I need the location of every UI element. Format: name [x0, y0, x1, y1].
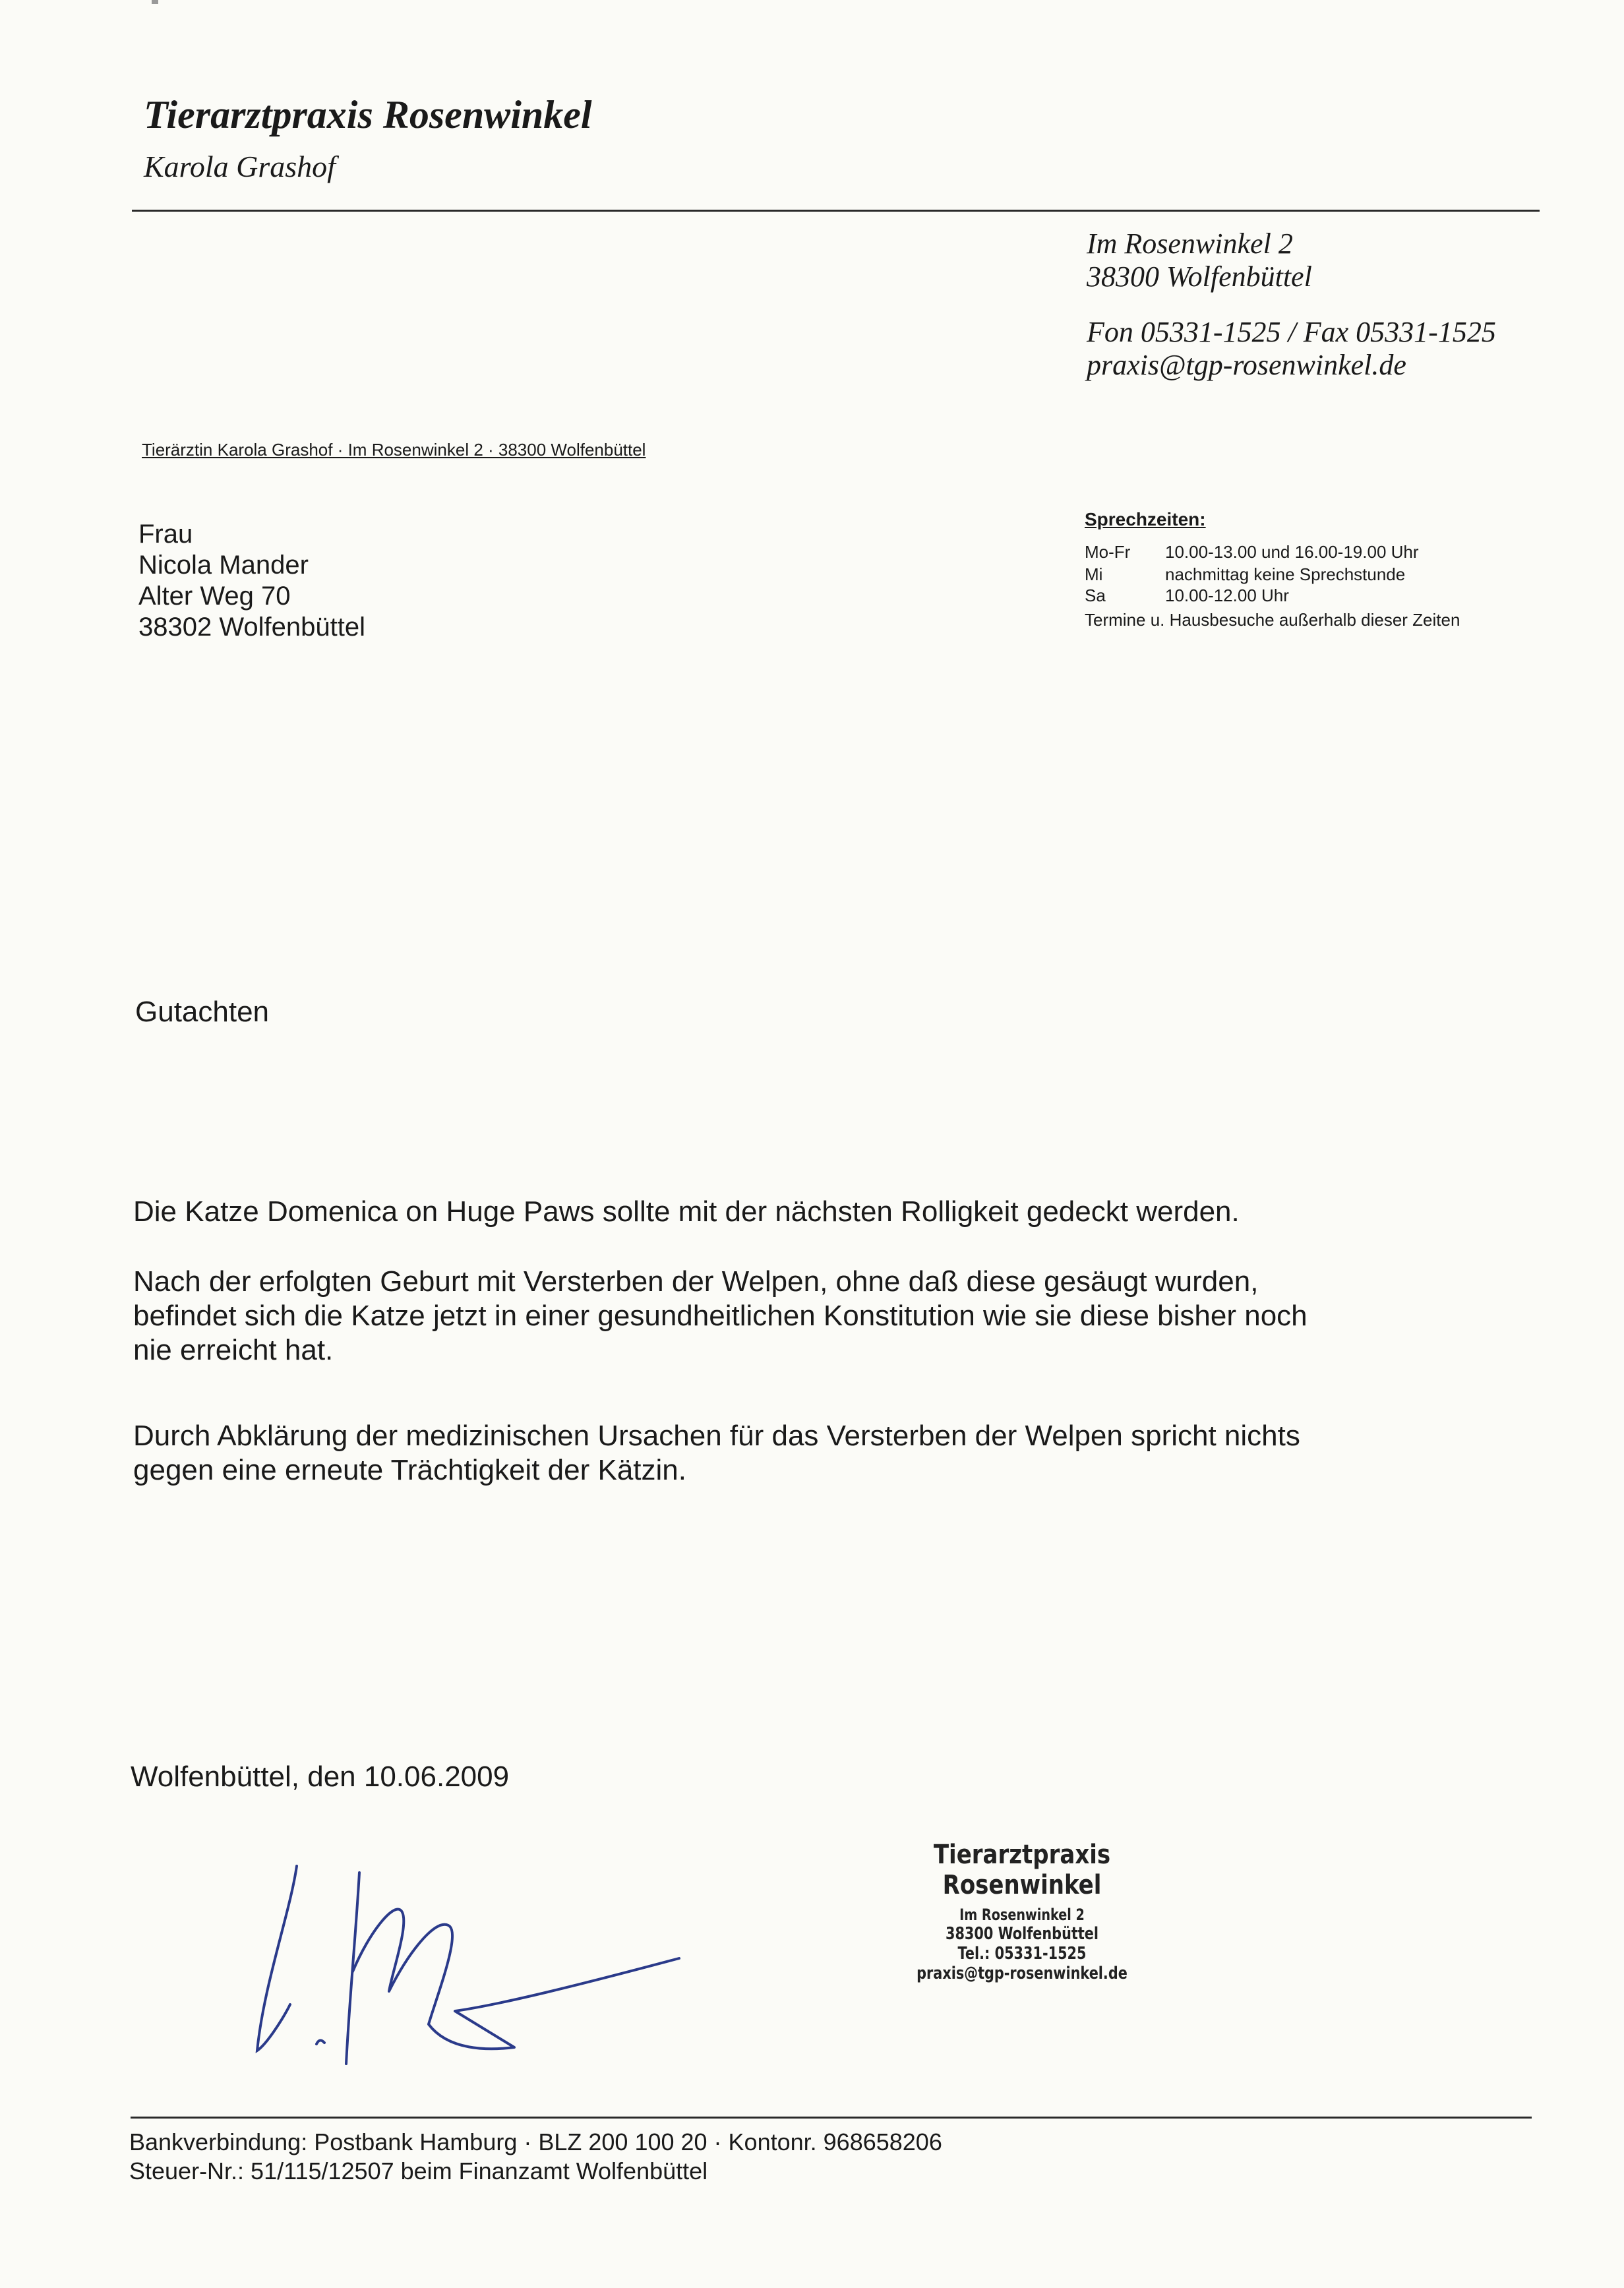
body-line: Die Katze Domenica on Huge Paws sollte mit der nächsten Rolligkeit gedeckt werden. — [133, 1195, 1240, 1228]
recipient-city: 38302 Wolfenbüttel — [138, 613, 365, 642]
recipient-salutation: Frau — [138, 520, 193, 549]
doctor-name: Karola Grashof — [144, 150, 336, 183]
office-hours-time: 10.00-13.00 und 16.00-19.00 Uhr — [1165, 542, 1419, 562]
header-rule — [132, 210, 1540, 212]
body-line: Durch Abklärung der medizinischen Ursachen für das Versterben der Welpen spricht nichts — [133, 1420, 1300, 1452]
recipient-street: Alter Weg 70 — [138, 582, 291, 611]
office-hours-row — [1085, 564, 1405, 585]
body-paragraph-3 — [133, 1419, 1300, 1488]
letter-subject: Gutachten — [135, 996, 270, 1028]
office-hours-day: Mo-Fr — [1085, 542, 1131, 562]
body-line: befindet sich die Katze jetzt in einer gesundheitlichen Konstitution wie sie diese bisher noch — [133, 1300, 1308, 1332]
scan-mark — [152, 0, 158, 4]
contact-email: praxis@tgp-rosenwinkel.de — [1087, 349, 1406, 381]
office-hours-day: Mi — [1085, 564, 1103, 584]
body-line: Nach der erfolgten Geburt mit Versterben der Welpen, ohne daß diese gesäugt wurden, — [133, 1265, 1259, 1298]
footer-rule — [131, 2117, 1532, 2119]
contact-street: Im Rosenwinkel 2 — [1087, 227, 1293, 260]
office-hours-time: nachmittag keine Sprechstunde — [1165, 564, 1406, 584]
stamp-email: praxis@tgp-rosenwinkel.de — [917, 1964, 1128, 1983]
body-paragraph-2 — [133, 1265, 1308, 1368]
body-line: nie erreicht hat. — [133, 1334, 334, 1366]
stamp-phone: Tel.: 05331-1525 — [957, 1944, 1087, 1964]
footer-tax: Steuer-Nr.: 51/115/12507 beim Finanzamt Wolfenbüttel — [129, 2157, 708, 2184]
office-hours-time: 10.00-12.00 Uhr — [1165, 586, 1289, 605]
place-date: Wolfenbüttel, den 10.06.2009 — [131, 1761, 510, 1793]
sender-return-line: Tierärztin Karola Grashof · Im Rosenwinkel 2 · 38300 Wolfenbüttel — [142, 440, 646, 460]
office-hours-title: Sprechzeiten: — [1085, 509, 1206, 529]
office-hours-day: Sa — [1085, 586, 1106, 605]
stamp-city: 38300 Wolfenbüttel — [945, 1924, 1098, 1944]
body-paragraph-1 — [133, 1195, 1240, 1229]
contact-phone-fax: Fon 05331-1525 / Fax 05331-1525 — [1087, 316, 1496, 348]
practice-name: Tierarztpraxis Rosenwinkel — [144, 93, 592, 136]
stamp-name: Tierarztpraxis Rosenwinkel — [933, 1840, 1111, 1900]
office-hours-note: Termine u. Hausbesuche außerhalb dieser Zeiten — [1085, 610, 1460, 630]
office-hours-row — [1085, 586, 1289, 606]
handwritten-signature — [237, 1853, 699, 2070]
footer-bank: Bankverbindung: Postbank Hamburg · BLZ 200 100 20 · Kontonr. 968658206 — [129, 2128, 942, 2155]
body-line: gegen eine erneute Trächtigkeit der Kätzin. — [133, 1454, 686, 1486]
practice-stamp — [857, 1840, 1187, 1983]
recipient-name: Nicola Mander — [138, 551, 309, 580]
office-hours-row — [1085, 542, 1419, 562]
contact-city: 38300 Wolfenbüttel — [1087, 260, 1312, 293]
stamp-street: Im Rosenwinkel 2 — [959, 1906, 1085, 1924]
